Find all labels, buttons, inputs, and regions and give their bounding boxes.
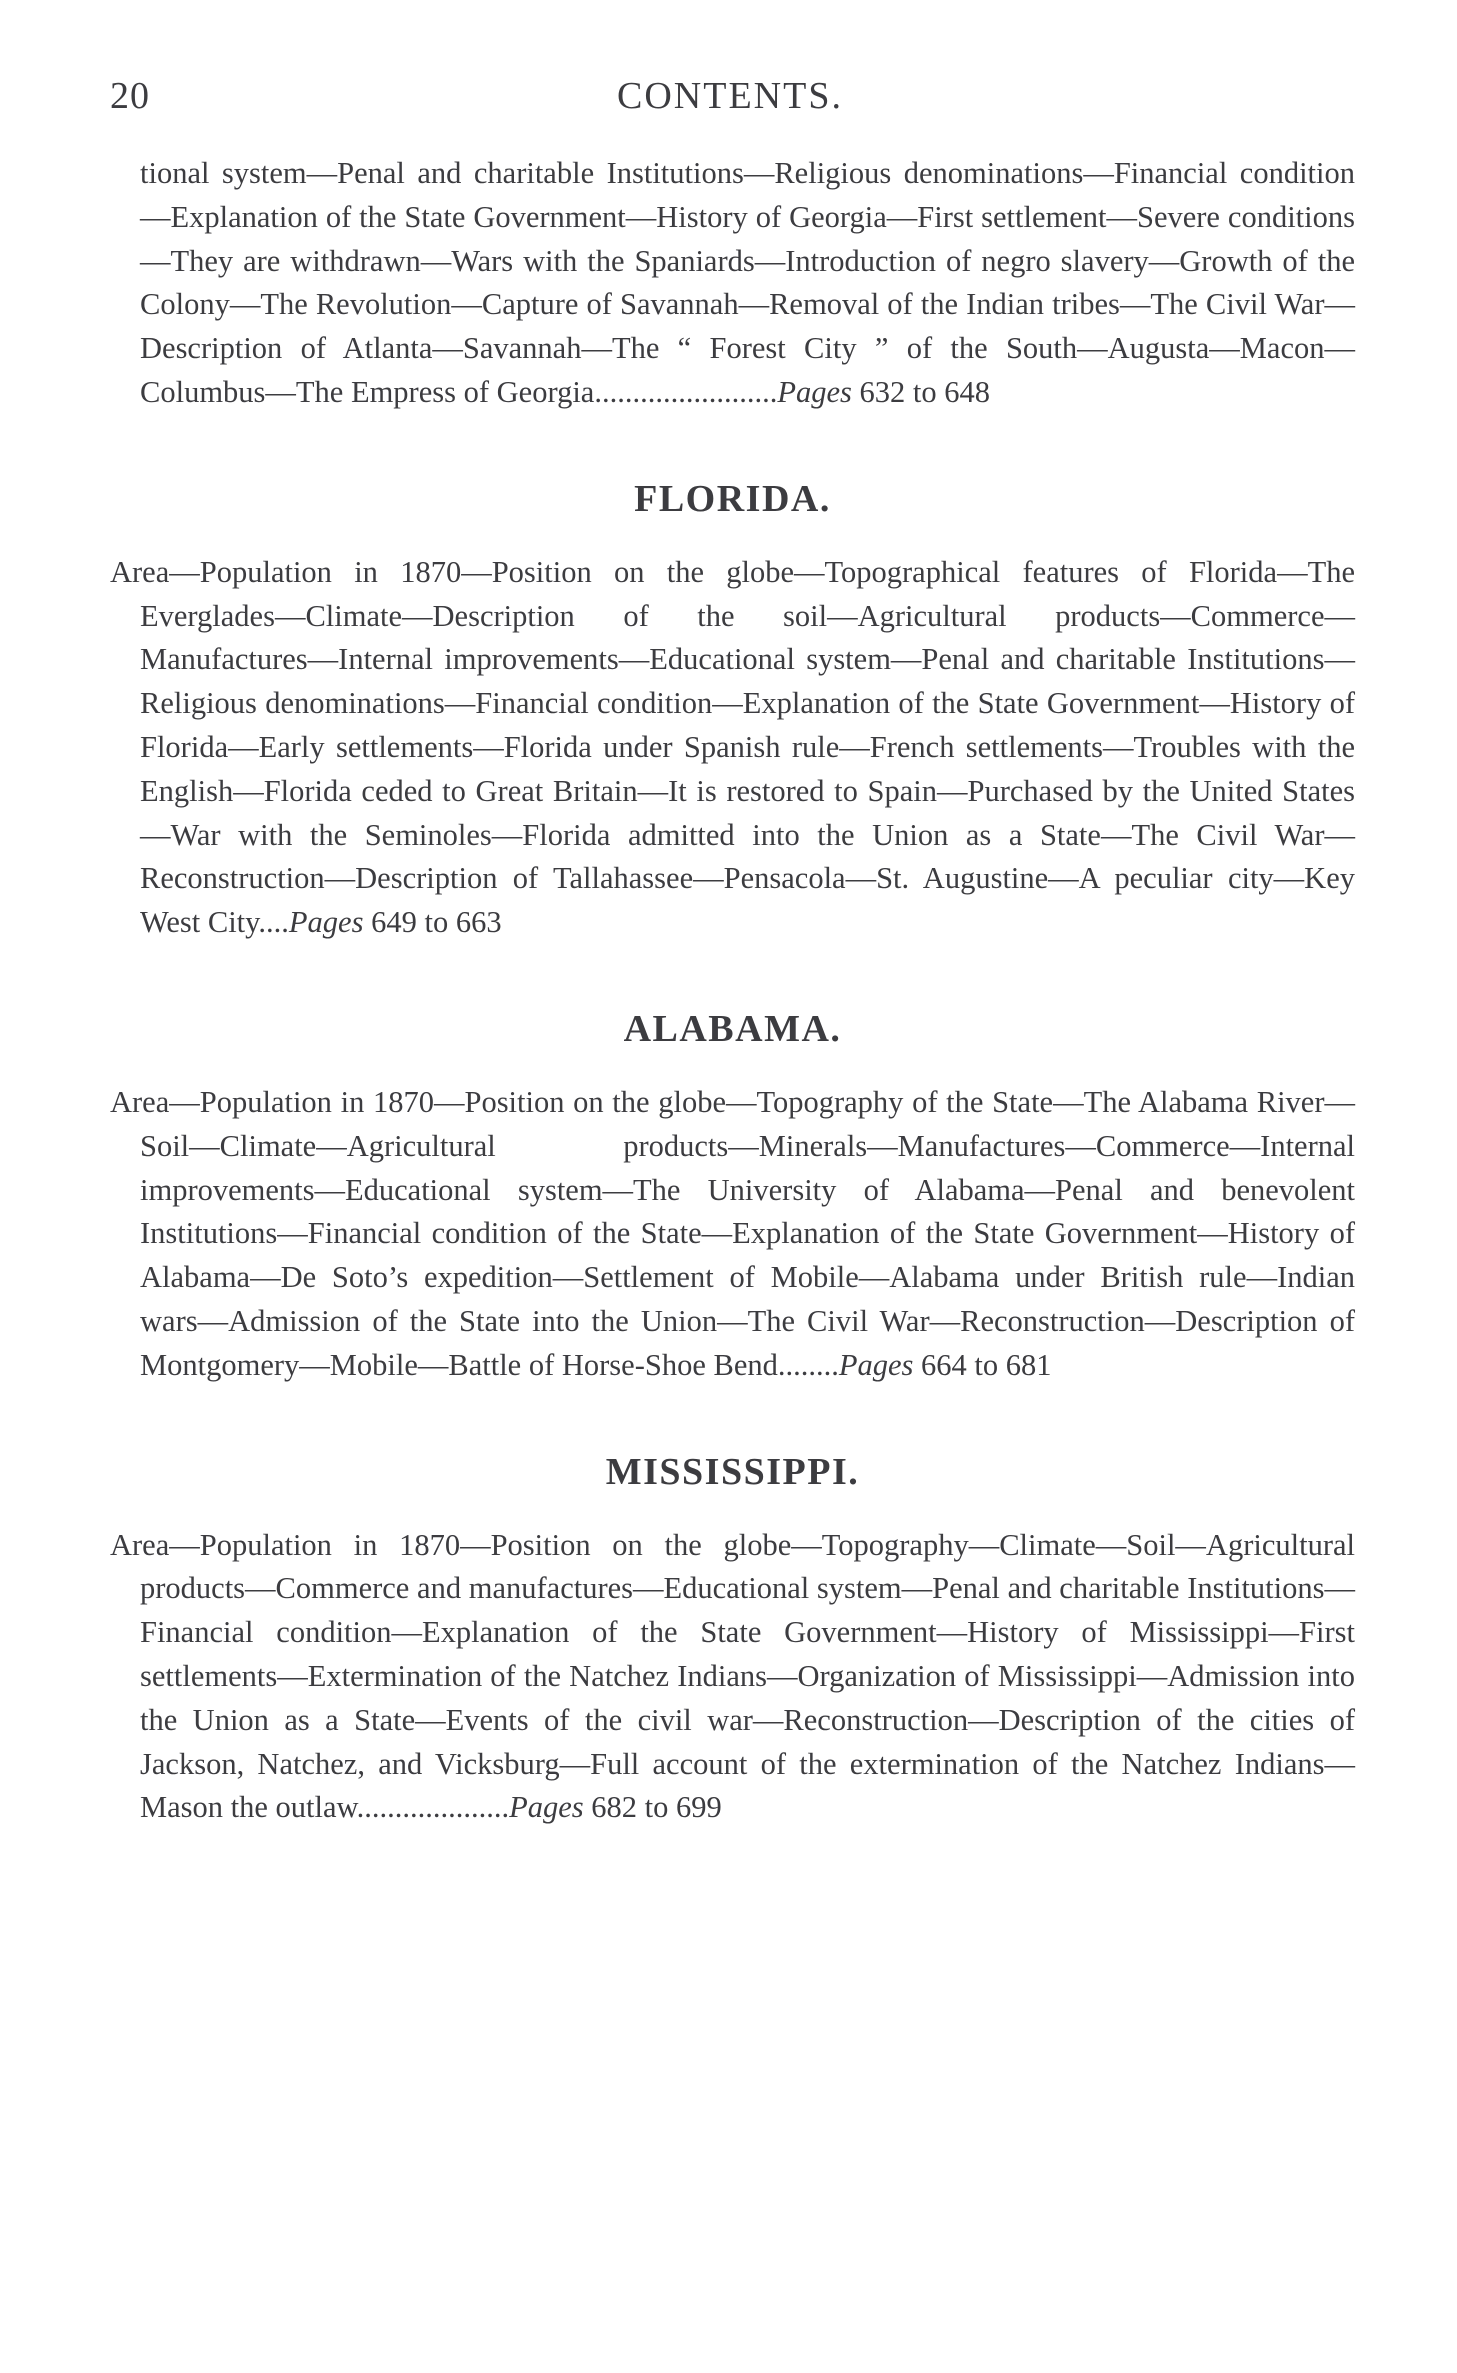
georgia-entry-continuation [140, 152, 1355, 415]
to-word: to [424, 905, 449, 940]
page-to: 681 [1005, 1347, 1052, 1382]
page-to: 663 [455, 905, 502, 940]
dot-leader: .................... [356, 1790, 510, 1825]
entry-text [110, 551, 1355, 945]
page-to: 699 [675, 1790, 722, 1825]
section-florida [110, 477, 1355, 945]
pages-label: Pages [509, 1790, 584, 1825]
dot-leader: ........................ [594, 374, 778, 409]
page-number: 20 [110, 75, 150, 117]
contents-body [110, 152, 1355, 1830]
section-heading: MISSISSIPPI. [605, 1450, 860, 1493]
page-from: 682 [591, 1790, 637, 1825]
entry-description: Area—Population in 1870—Position on the globe—Topography—Climate—Soil—Agricultural products—Commerce and manufactures—Educational system—Penal and charitable Institutions—Financial condition—Explanation of the State Government—History of Mississippi—First settlements—Extermination of the Natchez Indians—Organization of Mississippi—Admission into the Union as a State—Events of the civil war—Reconstruction—Description of the cities of Jackson, Natchez, and Vicksburg—Full account of the extermination of the Natchez Indians—Mason the outlaw [110, 1527, 1355, 1825]
dot-leader: .... [258, 905, 289, 940]
to-word: to [974, 1347, 999, 1382]
page-from: 664 [921, 1347, 967, 1382]
section-alabama [110, 1007, 1355, 1388]
page-from: 649 [371, 905, 417, 940]
section-heading: FLORIDA. [634, 477, 831, 520]
page-to: 648 [944, 374, 990, 409]
pages-label: Pages [838, 1347, 914, 1382]
entry-description: Area—Population in 1870—Position on the globe—Topographical features of Florida—The Everglades—Climate—Description of the soil—Agricultural products—Commerce—Manufactures—Internal improvements—Educational system—Penal and charitable Institutions—Religious denominations—Financial condition—Explanation of the State Government—History of Florida—Early settlements—Florida under Spanish rule—French settlements—Troubles with the English—Florida ceded to Great Britain—It is restored to Spain—Purchased by the United States—War with the Seminoles—Florida admitted into the Union as a State—The Civil War—Reconstruction—Description of Tallahassee—Pensacola—St. Augustine—A peculiar city—Key West City [110, 554, 1355, 940]
entry-text [110, 1524, 1355, 1831]
page-title: CONTENTS. [617, 75, 843, 117]
pages-label: Pages [777, 374, 852, 409]
entry-description: tional system—Penal and charitable Institutions—Religious denominations—Financial condition—Explanation of the State Government—History of Georgia—First settlement—Severe conditions—They are withdrawn—Wars with the Spaniards—Introduction of negro slavery—Growth of the Colony—The Revolution—Capture of Savannah—Removal of the Indian tribes—The Civil War—Description of Atlanta—Savannah—The “ Forest City ” of the South—Augusta—Macon—Columbus—The Empress of Georgia [140, 156, 1355, 409]
entry-text [140, 152, 1355, 415]
to-word: to [912, 374, 937, 409]
dot-leader: ........ [777, 1347, 839, 1382]
section-heading: ALABAMA. [623, 1007, 842, 1050]
to-word: to [644, 1790, 669, 1825]
pages-label: Pages [288, 905, 364, 940]
page-from: 632 [859, 374, 906, 409]
entry-description: Area—Population in 1870—Position on the globe—Topography of the State—The Alabama River—Soil—Climate—Agricultural products—Minerals—Manufactures—Commerce—Internal improvements—Educational system—The University of Alabama—Penal and benevolent Institutions—Financial condition of the State—Explanation of the State Government—History of Alabama—De Soto’s expedition—Settlement of Mobile—Alabama under British rule—Indian wars—Admission of the State into the Union—The Civil War—Reconstruction—Description of Montgomery—Mobile—Battle of Horse-Shoe Bend [110, 1084, 1355, 1382]
entry-text [110, 1081, 1355, 1388]
running-head [110, 74, 1350, 124]
section-mississippi [110, 1450, 1355, 1831]
